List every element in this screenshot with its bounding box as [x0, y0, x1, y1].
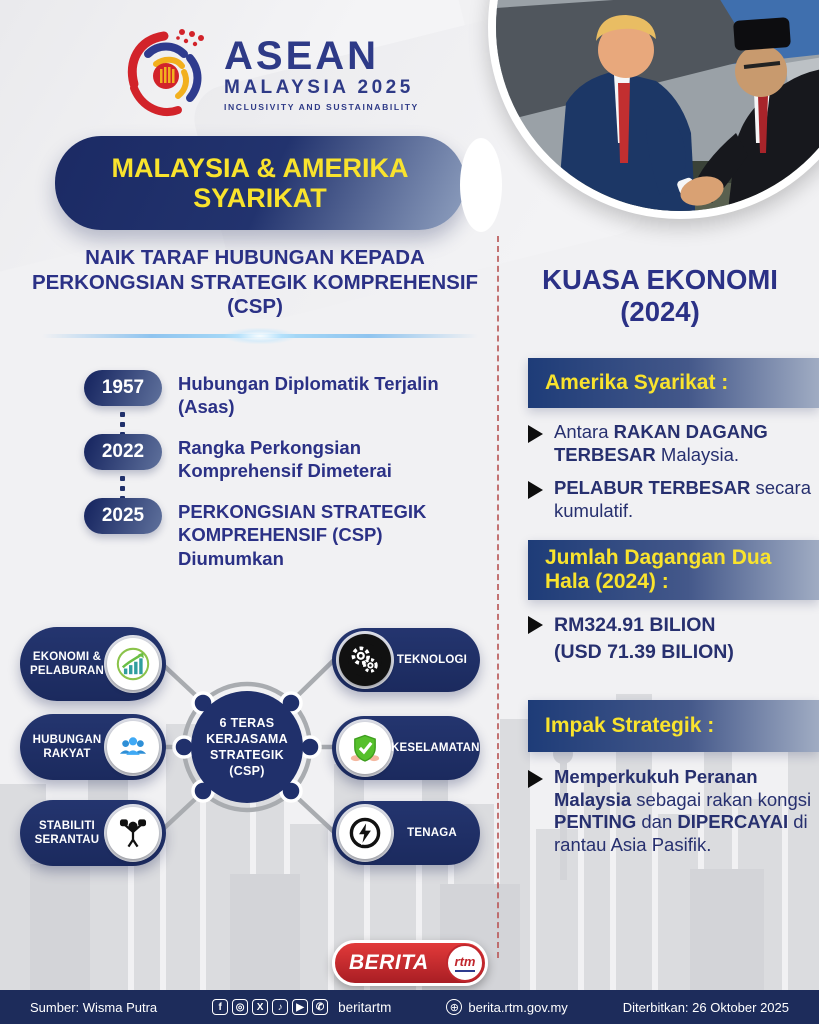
- pillar-label: TEKNOLOGI: [396, 653, 468, 666]
- pillar-label: KESELAMATAN: [391, 741, 480, 754]
- gears-icon: [339, 634, 391, 686]
- arrow-icon: [528, 481, 543, 499]
- pillar-teknologi: [332, 628, 480, 692]
- trade-value-bullets: [528, 612, 819, 667]
- pillar-label: TENAGA: [407, 826, 457, 839]
- bullet-rakan-dagang: Antara RAKAN DAGANG TERBESAR Malaysia.: [528, 421, 819, 466]
- timeline-row-2025: [84, 498, 478, 570]
- pillar-stabiliti-serantau: [20, 800, 166, 866]
- timeline-year-badge: 2022: [84, 434, 162, 470]
- rtm-badge: rtm: [446, 944, 484, 982]
- pillar-label: EKONOMI & PELABURAN: [30, 650, 104, 677]
- growth-chart-icon: [107, 638, 159, 690]
- timeline-event-text: Rangka Perkongsian Komprehensif Dimeterai: [178, 437, 392, 482]
- section-heading-amerika-syarikat: Amerika Syarikat :: [528, 358, 819, 408]
- whatsapp-icon[interactable]: ✆: [312, 999, 328, 1015]
- main-title: MALAYSIA & AMERIKA SYARIKAT: [55, 136, 465, 230]
- pillar-label: STABILITI SERANTAU: [34, 819, 100, 846]
- asean-swirl-icon: [118, 26, 214, 122]
- dashed-column-divider: [497, 236, 499, 958]
- lightning-icon: [339, 807, 391, 859]
- globe-icon: ⊕: [446, 999, 462, 1015]
- shield-check-icon: [339, 722, 391, 774]
- x-icon[interactable]: X: [252, 999, 268, 1015]
- white-accent-circle: [460, 138, 502, 232]
- economy-title: KUASA EKONOMI (2024): [542, 264, 778, 328]
- bullet-trade-value: RM324.91 BILION (USD 71.39 BILION): [528, 612, 819, 667]
- section-heading-jumlah-dagangan: Jumlah Dagangan Dua Hala (2024) :: [528, 540, 819, 600]
- tiktok-icon[interactable]: ♪: [272, 999, 288, 1015]
- timeline-year-badge: 1957: [84, 370, 162, 406]
- arrow-icon: [528, 616, 543, 634]
- pillar-hubungan-rakyat: [20, 714, 166, 780]
- impak-strategik-bullets: [528, 766, 816, 856]
- pillar-tenaga: [332, 801, 480, 865]
- social-links: [212, 999, 391, 1015]
- strength-figure-icon: [107, 807, 159, 859]
- berita-rtm-logo: [332, 940, 488, 986]
- asean-malaysia-2025-logo: [118, 26, 419, 122]
- bullet-impak: Memperkukuh Peranan Malaysia sebagai rakan kongsi PENTING dan DIPERCAYAI di rantau Asia Pasifik.: [528, 766, 816, 856]
- subtitle: NAIK TARAF HUBUNGAN KEPADA PERKONGSIAN STRATEGIK KOMPREHENSIF (CSP): [31, 246, 479, 319]
- arrow-icon: [528, 425, 543, 443]
- bullet-pelabur-terbesar: PELABUR TERBESAR secara kumulatif.: [528, 477, 819, 522]
- section-heading-impak-strategik: Impak Strategik :: [528, 700, 819, 752]
- berita-wordmark: BERITA: [349, 951, 429, 974]
- website-url: berita.rtm.gov.my: [468, 999, 568, 1015]
- asean-logo-name: ASEAN: [224, 34, 380, 79]
- instagram-icon[interactable]: ◎: [232, 999, 248, 1015]
- people-icon: [107, 721, 159, 773]
- amerika-syarikat-bullets: [528, 421, 819, 522]
- timeline-year-badge: 2025: [84, 498, 162, 534]
- pillar-keselamatan: [332, 716, 480, 780]
- pillar-label: HUBUNGAN RAKYAT: [32, 733, 102, 760]
- website-link[interactable]: [446, 999, 567, 1015]
- asean-logo-tagline: INCLUSIVITY AND SUSTAINABILITY: [224, 101, 419, 112]
- glow-divider: [42, 334, 478, 338]
- facebook-icon[interactable]: f: [212, 999, 228, 1015]
- timeline-event-text: Hubungan Diplomatik Terjalin (Asas): [178, 373, 439, 418]
- timeline-event-text: PERKONGSIAN STRATEGIK KOMPREHENSIF (CSP) Diumumkan: [178, 501, 427, 569]
- asean-logo-year: MALAYSIA 2025: [224, 77, 414, 99]
- timeline-row-2022: [84, 434, 478, 483]
- pillar-ekonomi-pelaburan: [20, 627, 166, 701]
- social-handle: beritartm: [338, 999, 392, 1015]
- hub-center-label: 6 TERAS KERJASAMA STRATEGIK (CSP): [191, 691, 303, 803]
- arrow-icon: [528, 770, 543, 788]
- footer-bar: [0, 990, 819, 1024]
- published-date: Diterbitkan: 26 Oktober 2025: [622, 999, 789, 1015]
- youtube-icon[interactable]: ▶: [292, 999, 308, 1015]
- timeline-row-1957: [84, 370, 478, 419]
- source-credit: Sumber: Wisma Putra: [30, 999, 158, 1015]
